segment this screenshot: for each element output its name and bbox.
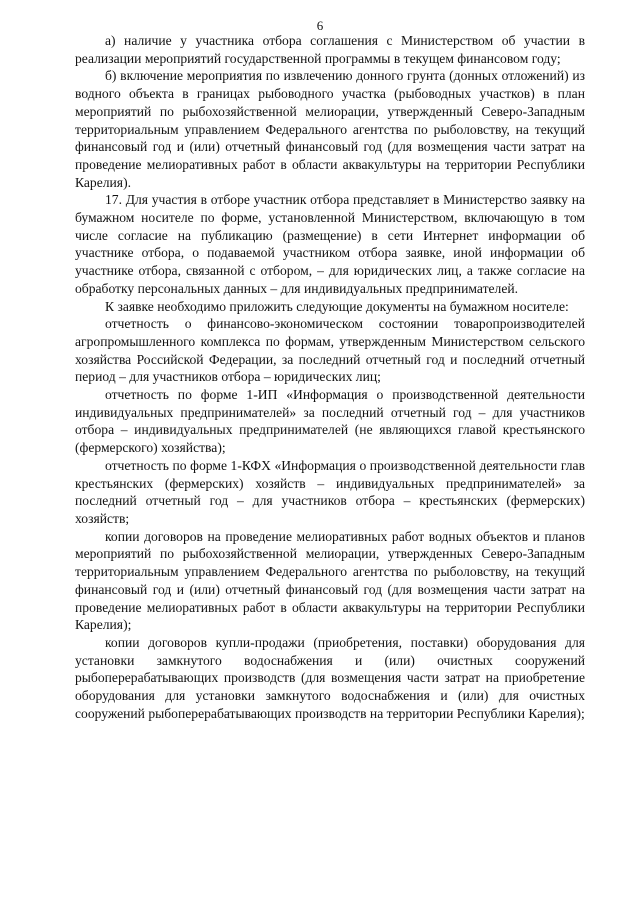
document-body <box>75 32 585 722</box>
paragraph-equipment-contracts: копии договоров купли-продажи (приобретения, поставки) оборудования для установки замкнутого водоснабжения и (или) очистных сооружений рыбоперерабатывающих производств (для возмещения части затрат на приобретение оборудования для установки замкнутого водоснабжения и (или) для очистных сооружений рыбоперерабатывающих производств на территории Республики Карелия); <box>75 634 585 721</box>
paragraph-form-1-ip: отчетность по форме 1-ИП «Информация о производственной деятельности индивидуальных предпринимателей» за последний отчетный год – для участников отбора – индивидуальных предпринимателей (не являющихся главой крестьянского (фермерского) хозяйства); <box>75 387 585 456</box>
paragraph-financial-reporting: отчетность о финансово-экономическом состоянии товаропроизводителей агропромышленного комплекса по формам, утвержденным Министерством сельского хозяйства Российской Федерации, за последний отчетный год и последний отчетный период – для участников отбора – юридических лиц; <box>75 316 585 385</box>
page-number: 6 <box>316 18 324 33</box>
paragraph-melioration-contracts: копии договоров на проведение мелиоративных работ водных объектов и планов мероприятий по рыбохозяйственной мелиорации, утвержденных Северо-Западным территориальным управлением Федерального агентства по рыболовству, на текущий финансовый год и (или) отчетный финансовый год (для возмещения части затрат на проведение мелиоративных работ в области аквакультуры на территории Республики Карелия); <box>75 528 585 633</box>
paragraph-clause-17: 17. Для участия в отборе участник отбора представляет в Министерство заявку на бумажном носителе по форме, установленной Министерством, включающую в том числе согласие на публикацию (размещение) в сети Интернет информации об участнике отбора, о подаваемой участником отбора заявке, иной информации об участнике отбора, связанной с отбором, – для юридических лиц, а также согласие на обработку персональных данных – для индивидуальных предпринимателей. <box>75 192 585 296</box>
paragraph-attachments-intro: К заявке необходимо приложить следующие документы на бумажном носителе: <box>105 298 569 314</box>
paragraph-item-b: б) включение мероприятия по извлечению донного грунта (донных отложений) из водного объекта в границах рыбоводного участка (рыбоводных участков) в план мероприятий по рыбохозяйственной мелиорации, утвержденный Северо-Западным территориальным управлением Федерального агентства по рыболовству, на текущий финансовый год и (или) отчетный финансовый год (для возмещения части затрат на проведение мелиоративных работ в области аквакультуры на территории Республики Карелия). <box>75 68 585 190</box>
paragraph-form-1-kfh: отчетность по форме 1-КФХ «Информация о производственной деятельности глав крестьянских (фермерских) хозяйств – индивидуальных предпринимателей» за последний отчетный год – для участников отбора – крестьянских (фермерских) хозяйств; <box>75 457 585 526</box>
paragraph-item-a: а) наличие у участника отбора соглашения с Министерством об участии в реализации мероприятий государственной программы в текущем финансовом году; <box>75 33 585 66</box>
